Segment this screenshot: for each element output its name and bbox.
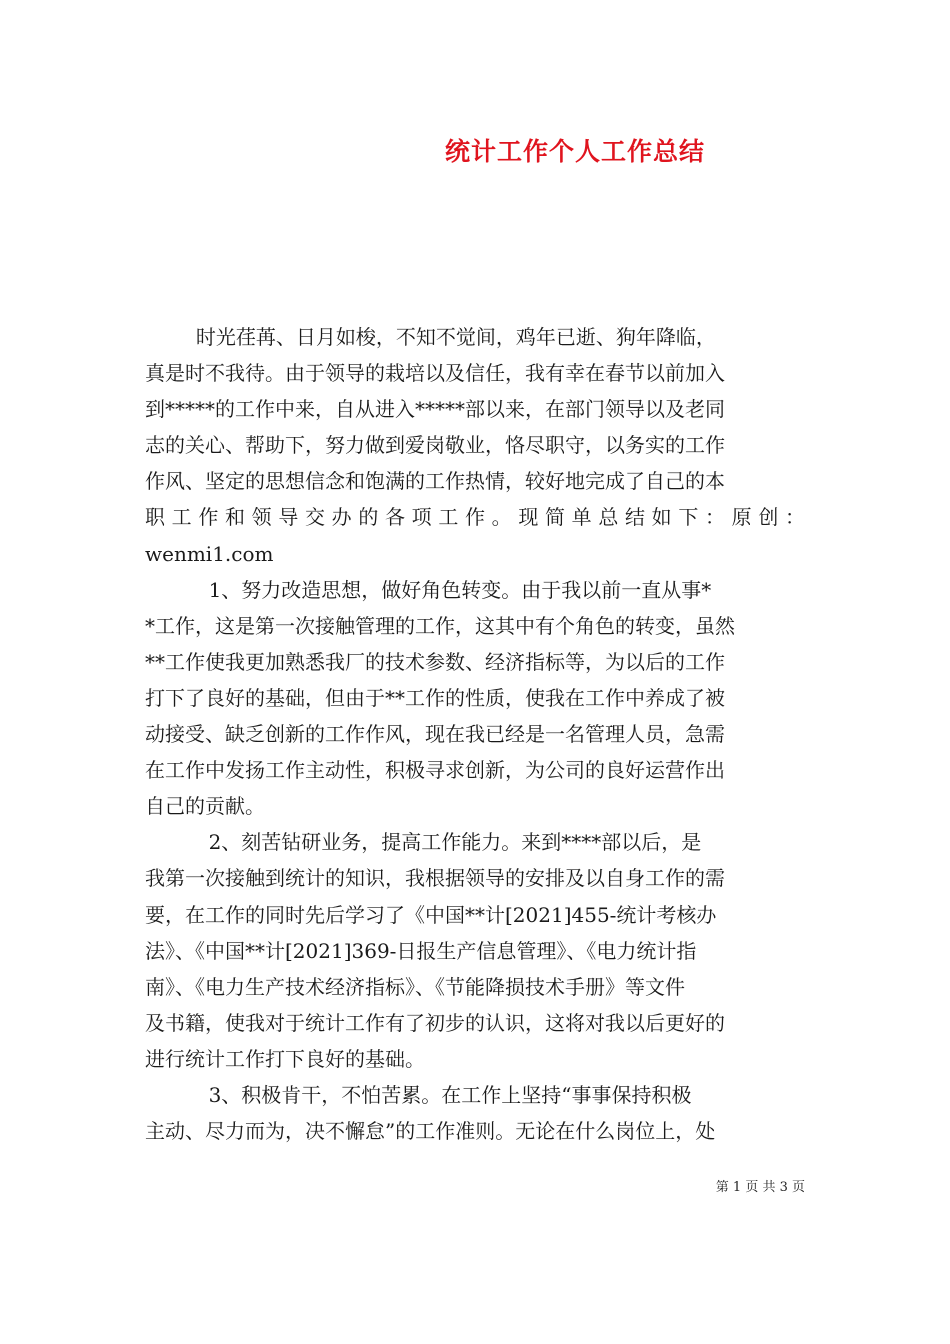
body-line: 自己的贡献。 [145,794,265,819]
body-line: 3、积极肯干，不怕苦累。在工作上坚持“事事保持积极 [145,1082,692,1107]
body-line: 进行统计工作打下良好的基础。 [145,1046,425,1071]
body-line: 动接受、缺乏创新的工作作风，现在我已经是一名管理人员，急需 [145,722,725,747]
body-line: 职工作和领导交办的各项工作。现简单总结如下：原创： [145,505,805,530]
document-title: 统计工作个人工作总结 [444,137,705,166]
body-line: 要，在工作的同时先后学习了《中国**计[2021]455-统计考核办 [145,902,717,927]
body-line: 南》、《电力生产技术经济指标》、《节能降损技术手册》等文件 [145,974,685,999]
body-line: 在工作中发扬工作主动性，积极寻求创新，为公司的良好运营作出 [145,758,725,783]
body-line: 打下了良好的基础，但由于**工作的性质，使我在工作中养成了被 [145,685,725,710]
body-line: *工作，这是第一次接触管理的工作，这其中有个角色的转变，虽然 [145,613,735,638]
body-line: 2、刻苦钻研业务，提高工作能力。来到****部以后，是 [145,830,702,855]
body-line: 法》、《中国**计[2021]369-日报生产信息管理》、《电力统计指 [145,938,697,963]
body-line: **工作使我更加熟悉我厂的技术参数、经济指标等，为以后的工作 [145,649,725,674]
body-line: 作风、坚定的思想信念和饱满的工作热情，较好地完成了自己的本 [145,469,725,494]
body-line: 我第一次接触到统计的知识，我根据领导的安排及以自身工作的需 [145,866,725,891]
body-line: 1、努力改造思想，做好角色转变。由于我以前一直从事* [145,577,712,602]
body-line: wenmi1.com [145,541,274,566]
body-line: 时光荏苒、日月如梭，不知不觉间，鸡年已逝、狗年降临， [145,325,716,349]
body-line: 及书籍，使我对于统计工作有了初步的认识，这将对我以后更好的 [145,1010,725,1035]
body-line: 主动、尽力而为，决不懈怠”的工作准则。无论在什么岗位上，处 [145,1119,716,1144]
document-body [145,319,805,1149]
body-line: 到*****的工作中来，自从进入*****部以来，在部门领导以及老同 [145,397,725,422]
body-line: 志的关心、帮助下，努力做到爱岗敬业，恪尽职守，以务实的工作 [145,433,725,458]
body-line: 真是时不我待。由于领导的栽培以及信任，我有幸在春节以前加入 [145,361,725,386]
page-number: 第 1 页 共 3 页 [715,1180,805,1195]
